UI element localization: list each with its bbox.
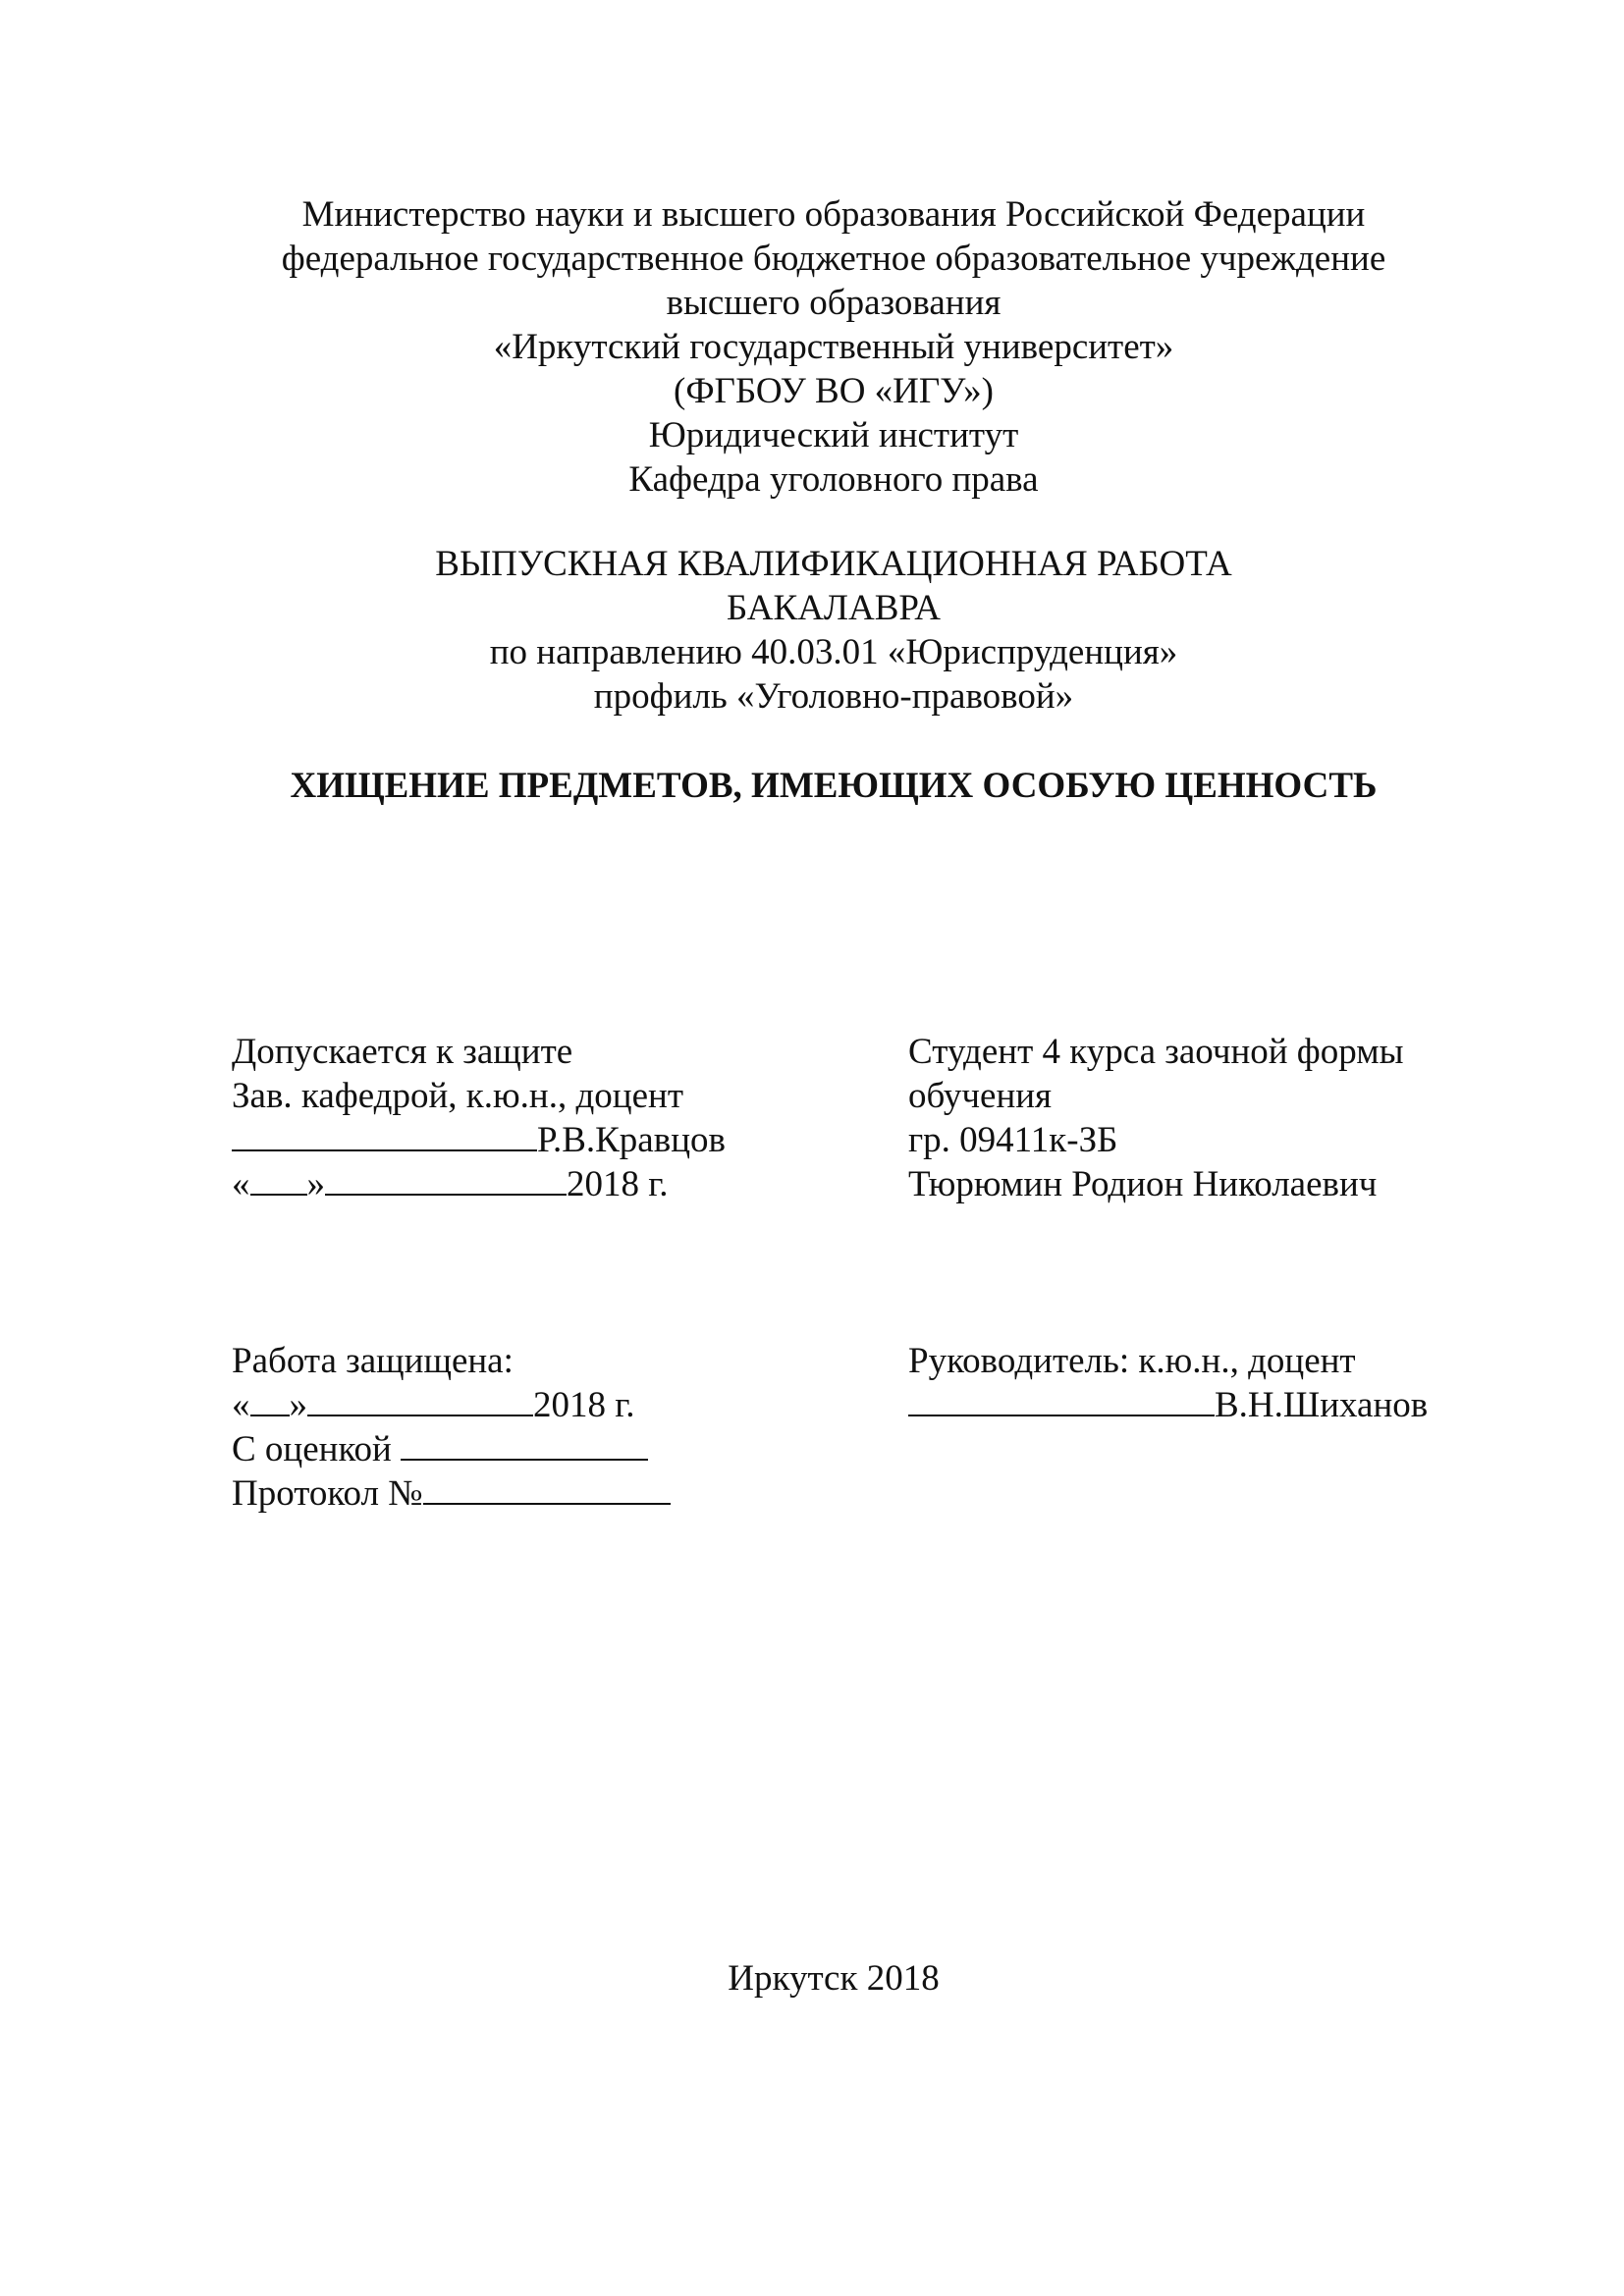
month-blank bbox=[325, 1163, 567, 1196]
student-course-line: Студент 4 курса заочной формы bbox=[908, 1032, 1404, 1072]
student-group: гр. 09411к-ЗБ bbox=[908, 1120, 1118, 1160]
protocol-label: Протокол № bbox=[232, 1473, 423, 1514]
defense-heading: Работа защищена: bbox=[232, 1341, 514, 1381]
quote-close: » bbox=[289, 1385, 307, 1425]
institution-type-line: федеральное государственное бюджетное образовательное учреждение bbox=[281, 239, 1386, 279]
work-type-line-1: ВЫПУСКНАЯ КВАЛИФИКАЦИОННАЯ РАБОТА bbox=[435, 544, 1232, 584]
university-name: «Иркутский государственный университет» bbox=[493, 327, 1174, 367]
signature-blank bbox=[908, 1384, 1215, 1416]
student-name: Тюрюмин Родион Николаевич bbox=[908, 1164, 1378, 1204]
study-direction: по направлению 40.03.01 «Юриспруденция» bbox=[489, 632, 1178, 672]
day-blank bbox=[250, 1163, 307, 1196]
day-blank bbox=[250, 1384, 290, 1416]
month-blank bbox=[307, 1384, 533, 1416]
head-position: Зав. кафедрой, к.ю.н., доцент bbox=[232, 1076, 683, 1116]
grade-label: С оценкой bbox=[232, 1429, 392, 1469]
protocol-blank bbox=[423, 1472, 671, 1505]
institute-name: Юридический институт bbox=[648, 415, 1019, 455]
head-signature-line bbox=[232, 1118, 726, 1162]
quote-close: » bbox=[306, 1164, 325, 1204]
defense-block bbox=[232, 1339, 671, 1516]
protocol-line bbox=[232, 1471, 671, 1516]
department-name: Кафедра уголовного права bbox=[628, 459, 1039, 500]
supervisor-name: В.Н.Шиханов bbox=[1215, 1385, 1429, 1425]
supervisor-signature-line bbox=[908, 1383, 1428, 1427]
work-type-line-2: БАКАЛАВРА bbox=[727, 588, 941, 628]
supervisor-block bbox=[908, 1339, 1428, 1427]
defense-year: 2018 г. bbox=[533, 1385, 635, 1425]
ministry-line: Министерство науки и высшего образования Российской Федерации bbox=[301, 194, 1366, 235]
education-level-line: высшего образования bbox=[666, 283, 1001, 323]
admission-year: 2018 г. bbox=[567, 1164, 669, 1204]
quote-open: « bbox=[232, 1385, 250, 1425]
signature-blank bbox=[232, 1119, 537, 1151]
student-study-form-line: обучения bbox=[908, 1076, 1053, 1116]
head-name: Р.В.Кравцов bbox=[537, 1120, 726, 1160]
study-profile: профиль «Уголовно-правовой» bbox=[593, 676, 1074, 717]
admission-date-line bbox=[232, 1162, 726, 1206]
grade-blank bbox=[401, 1428, 648, 1461]
thesis-title: ХИЩЕНИЕ ПРЕДМЕТОВ, ИМЕЮЩИХ ОСОБУЮ ЦЕННОСТЬ bbox=[290, 766, 1378, 806]
quote-open: « bbox=[232, 1164, 250, 1204]
admission-block bbox=[232, 1030, 726, 1206]
title-page-header bbox=[22, 192, 1624, 502]
admission-heading: Допускается к защите bbox=[232, 1032, 573, 1072]
work-type-block bbox=[22, 542, 1624, 719]
defense-date-line bbox=[232, 1383, 671, 1427]
supervisor-label: Руководитель: к.ю.н., доцент bbox=[908, 1341, 1356, 1381]
university-abbreviation: (ФГБОУ ВО «ИГУ») bbox=[674, 371, 994, 411]
city-year: Иркутск 2018 bbox=[728, 1958, 940, 1999]
grade-line bbox=[232, 1427, 671, 1471]
student-block bbox=[908, 1030, 1404, 1206]
